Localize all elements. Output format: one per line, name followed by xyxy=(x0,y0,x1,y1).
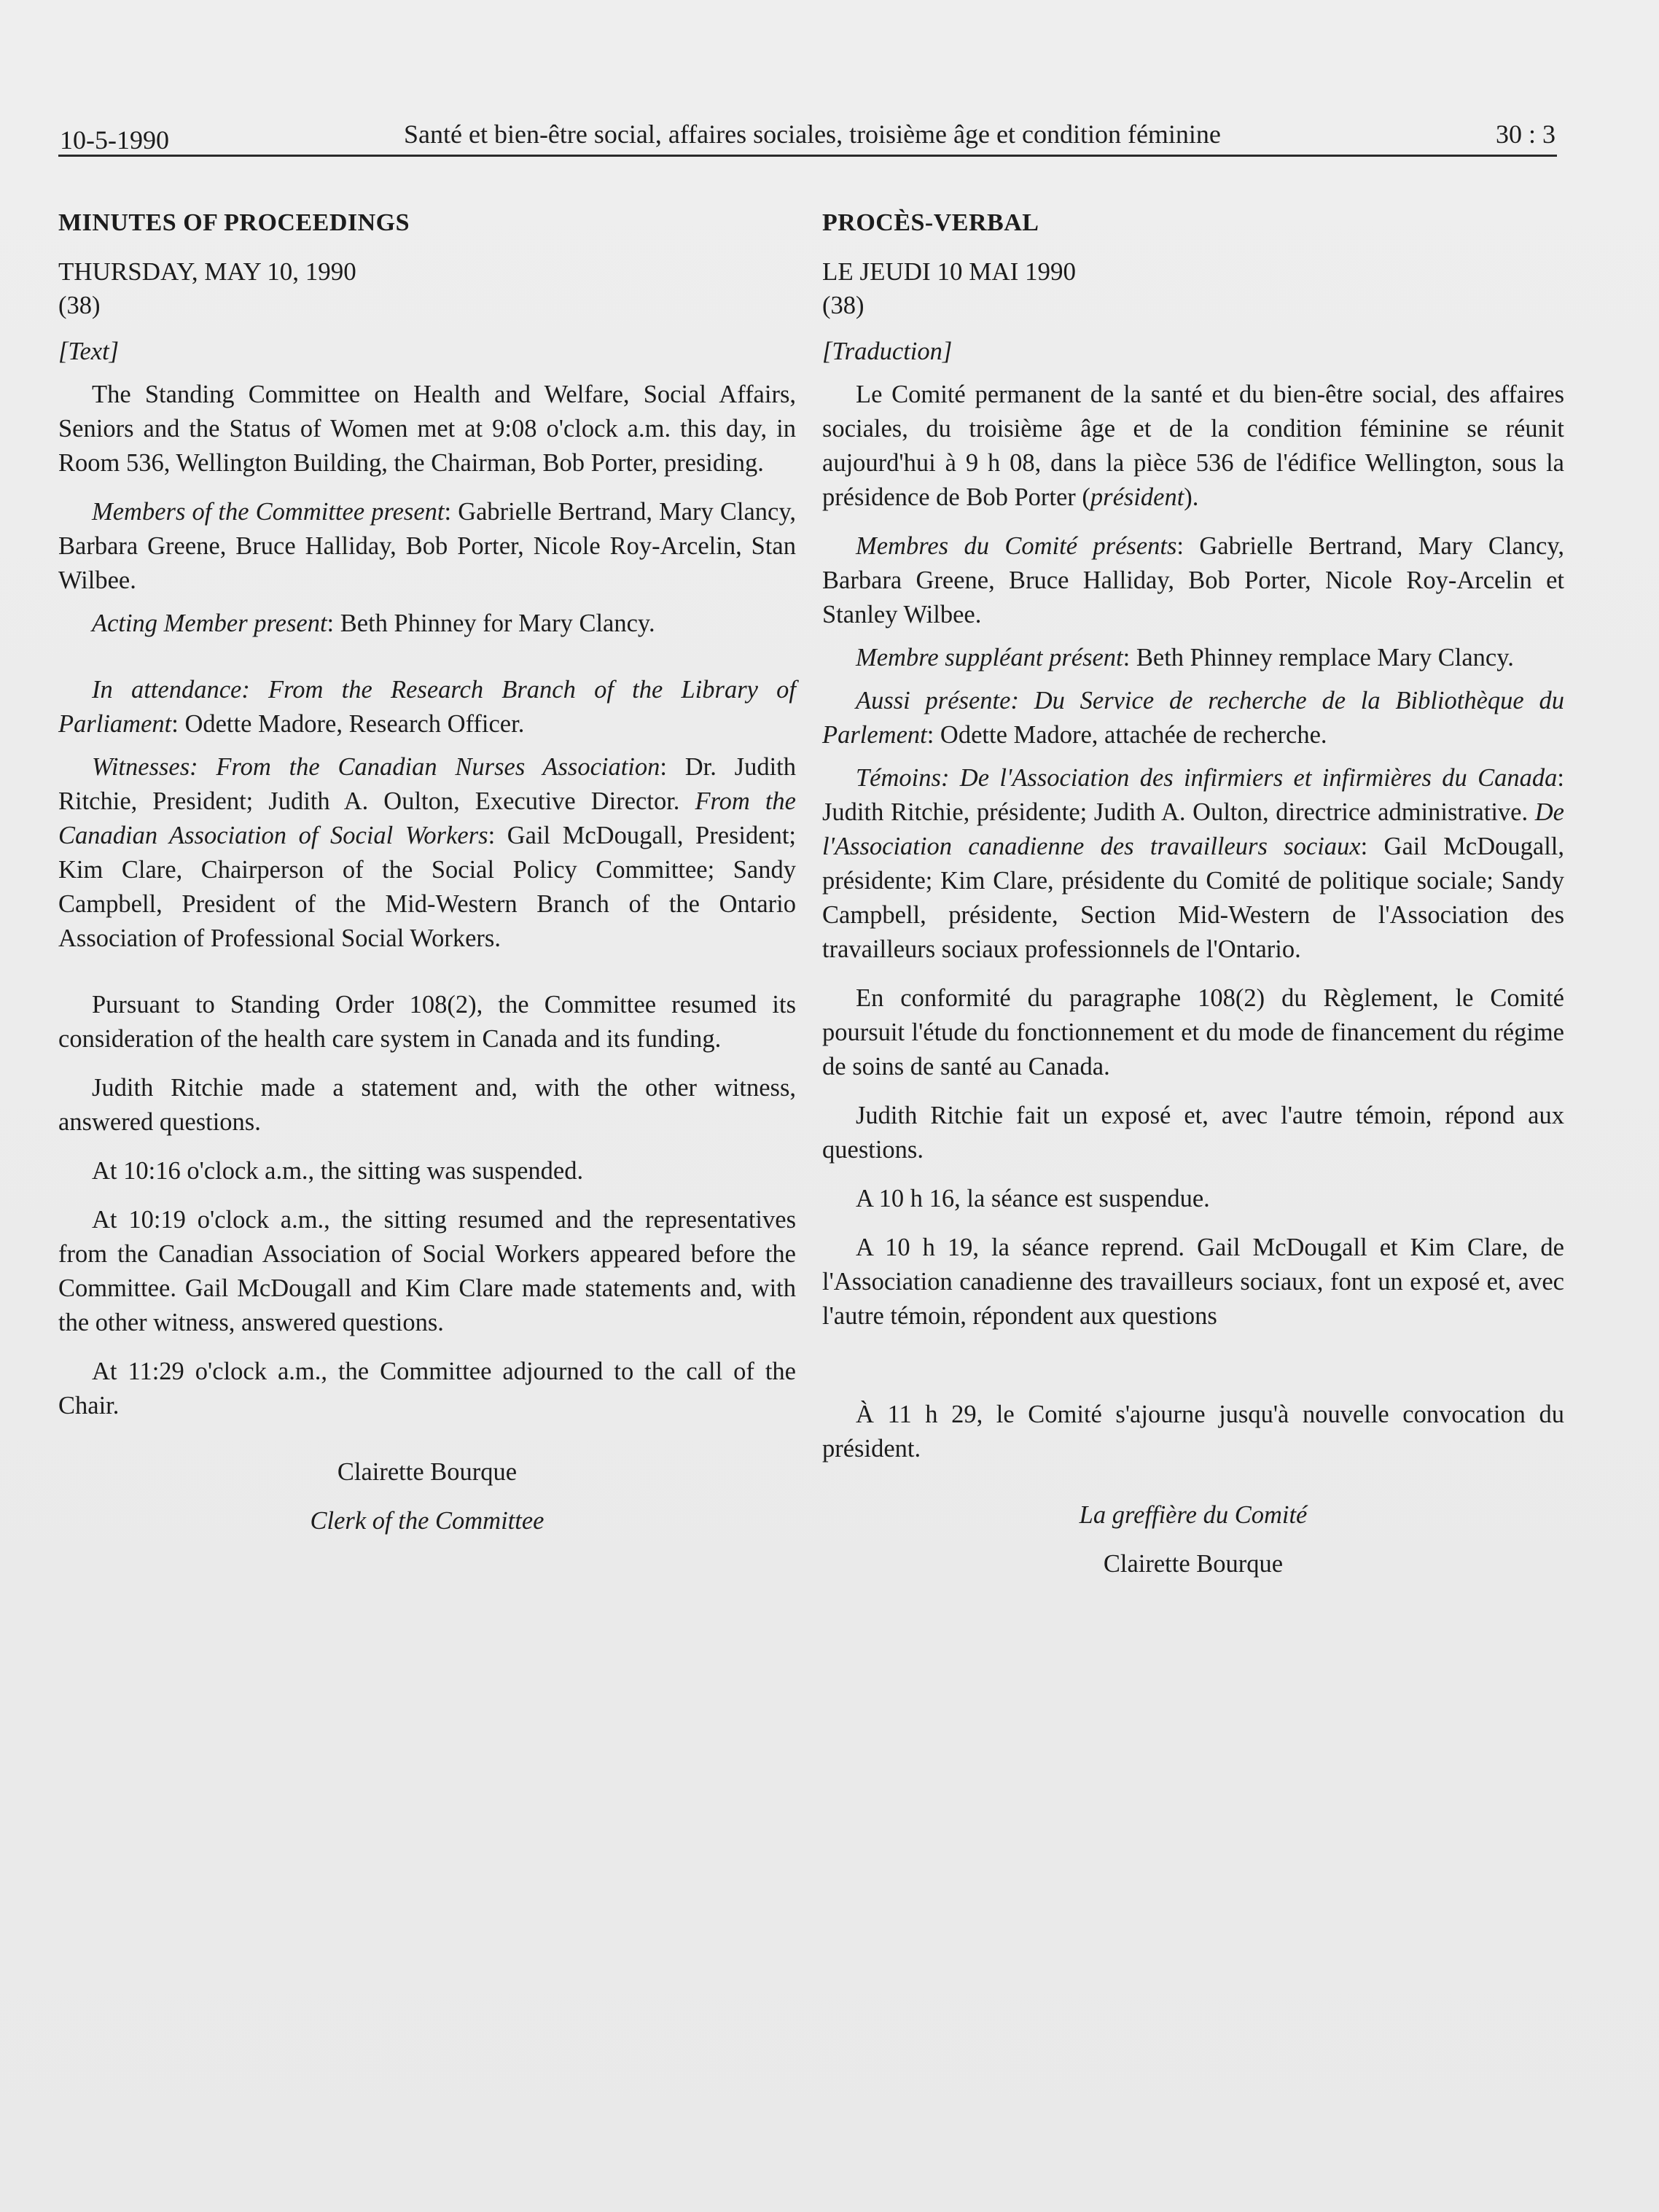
members-present-paragraph xyxy=(58,495,796,598)
french-standing-order-paragraph: En conformité du paragraphe 108(2) du Règlement, le Comité poursuit l'étude du fonctionnement et du mode de financement du régime de soins de santé au Canada. xyxy=(822,984,1564,1080)
french-acting-label: Membre suppléant présent xyxy=(856,644,1123,671)
resumption-paragraph: At 10:19 o'clock a.m., the sitting resumed and the representatives from the Canadian Association of Social Workers appeared before the Committee. Gail McDougall and Kim Clare made statements and, with the other witness, answered questions. xyxy=(58,1206,796,1336)
acting-member-paragraph xyxy=(58,607,796,641)
suspension-paragraph: At 10:16 o'clock a.m., the sitting was suspended. xyxy=(92,1157,584,1185)
french-clerk-name: Clairette Bourque xyxy=(1103,1550,1284,1578)
french-clerk-title: La greffière du Comité xyxy=(1079,1501,1308,1529)
french-witnesses-paragraph xyxy=(822,761,1564,967)
french-suspension-paragraph: A 10 h 16, la séance est suspendue. xyxy=(856,1185,1210,1212)
in-attendance-label: In attendance xyxy=(92,676,242,704)
french-opening-end: ). xyxy=(1184,483,1199,511)
header-title: Santé et bien-être social, affaires sociales, troisième âge et condition féminine xyxy=(404,120,1221,149)
french-meeting-number: (38) xyxy=(822,292,864,319)
french-attendance-text: : Odette Madore, attachée de recherche. xyxy=(926,721,1327,749)
english-column xyxy=(58,206,796,1538)
french-attendance-paragraph xyxy=(822,684,1564,752)
in-attendance-paragraph xyxy=(58,673,796,741)
witnesses-text-2: : Gail McDougall, President; Kim Clare, Chairperson of the Social Policy Committee; Sandy Campbell, President of the Mid-Western Branch of the Ontario Association of Professional Social Workers. xyxy=(58,822,797,952)
french-opening-role: président xyxy=(1090,483,1184,511)
french-members-paragraph xyxy=(822,529,1564,632)
header-page-number: 30 : 3 xyxy=(1495,120,1555,149)
french-opening-text: Le Comité permanent de la santé et du bien-être social, des affaires sociales, du troisième âge et de la condition féminine se réunit aujourd'hui à 9 h 08, dans la pièce 536 de l'édifice Wellington, sous la présidence de Bob Porter ( xyxy=(822,381,1564,511)
running-header xyxy=(58,118,1557,157)
witnesses-text-1: : Dr. Judith Ritchie, President; Judith A. Oulton, Executive Director. xyxy=(58,753,796,815)
clerk-signature-name: Clairette Bourque xyxy=(337,1458,518,1486)
adjournment-paragraph: At 11:29 o'clock a.m., the Committee adjourned to the call of the Chair. xyxy=(58,1358,796,1420)
in-attendance-text: : Odette Madore, Research Officer. xyxy=(171,710,525,738)
french-witnesses-label: Témoins xyxy=(856,764,941,792)
meeting-date: THURSDAY, MAY 10, 1990 xyxy=(58,257,356,286)
french-acting-paragraph xyxy=(822,641,1564,675)
members-present-text: : Gabrielle Bertrand, Mary Clancy, Barbara Greene, Bruce Halliday, Bob Porter, Nicole Roy-Arcelin, Stan Wilbee. xyxy=(58,498,796,594)
acting-member-label: Acting Member present xyxy=(92,610,327,637)
language-tag: [Text] xyxy=(58,338,120,365)
statement-paragraph: Judith Ritchie made a statement and, with the other witness, answered questions. xyxy=(58,1074,796,1136)
meeting-number: (38) xyxy=(58,292,101,319)
french-adjournment-paragraph: À 11 h 29, le Comité s'ajourne jusqu'à nouvelle convocation du président. xyxy=(822,1401,1564,1463)
in-attendance-source: : From the Research Branch of the Library of Parliament xyxy=(58,676,796,738)
acting-member-text: : Beth Phinney for Mary Clancy. xyxy=(327,610,655,637)
french-members-text: : Gabrielle Bertrand, Mary Clancy, Barbara Greene, Bruce Halliday, Bob Porter, Nicole Roy-Arcelin et Stanley Wilbee. xyxy=(822,532,1564,628)
french-acting-text: : Beth Phinney remplace Mary Clancy. xyxy=(1123,644,1514,671)
french-witnesses-org-2: De l'Association canadienne des travailleurs sociaux xyxy=(822,798,1564,860)
french-language-tag: [Traduction] xyxy=(822,338,953,365)
members-present-label: Members of the Committee present xyxy=(92,498,445,526)
french-opening-paragraph xyxy=(822,378,1564,515)
minutes-heading: MINUTES OF PROCEEDINGS xyxy=(58,209,410,236)
french-witnesses-text-1: : Judith Ritchie, présidente; Judith A. Oulton, directrice administrative. xyxy=(822,764,1564,826)
header-date: 10-5-1990 xyxy=(60,125,169,155)
standing-order-paragraph: Pursuant to Standing Order 108(2), the Committee resumed its consideration of the health care system in Canada and its funding. xyxy=(58,991,796,1053)
french-resumption-paragraph: A 10 h 19, la séance reprend. Gail McDougall et Kim Clare, de l'Association canadienne des travailleurs sociaux, font un exposé et, avec l'autre témoin, répondent aux questions xyxy=(822,1234,1564,1330)
french-witnesses-text-2: : Gail McDougall, présidente; Kim Clare, présidente du Comité de politique sociale; Sandy Campbell, présidente, Section Mid-Western de l'Association des travailleurs sociaux professionnels de l'Ontario. xyxy=(822,833,1565,963)
french-column xyxy=(822,206,1564,1581)
french-attendance-source: : Du Service de recherche de la Bibliothèque du Parlement xyxy=(822,687,1565,749)
witnesses-paragraph xyxy=(58,750,796,956)
opening-paragraph: The Standing Committee on Health and Welfare, Social Affairs, Seniors and the Status of Women met at 9:08 o'clock a.m. this day, in Room 536, Wellington Building, the Chairman, Bob Porter, presiding. xyxy=(58,381,796,477)
french-members-label: Membres du Comité présents xyxy=(856,532,1177,560)
witnesses-org-1: : From the Canadian Nurses Association xyxy=(190,753,660,781)
clerk-signature-title: Clerk of the Committee xyxy=(310,1507,544,1535)
witnesses-org-2: From the Canadian Association of Social Workers xyxy=(58,787,796,849)
witnesses-label: Witnesses xyxy=(92,753,190,781)
french-meeting-date: LE JEUDI 10 MAI 1990 xyxy=(822,257,1077,286)
french-attendance-label: Aussi présente xyxy=(856,687,1011,714)
french-witnesses-org-1: : De l'Association des infirmiers et infirmières du Canada xyxy=(940,764,1558,792)
french-statement-paragraph: Judith Ritchie fait un exposé et, avec l'autre témoin, répond aux questions. xyxy=(822,1102,1564,1164)
proces-verbal-heading: PROCÈS-VERBAL xyxy=(822,209,1039,236)
